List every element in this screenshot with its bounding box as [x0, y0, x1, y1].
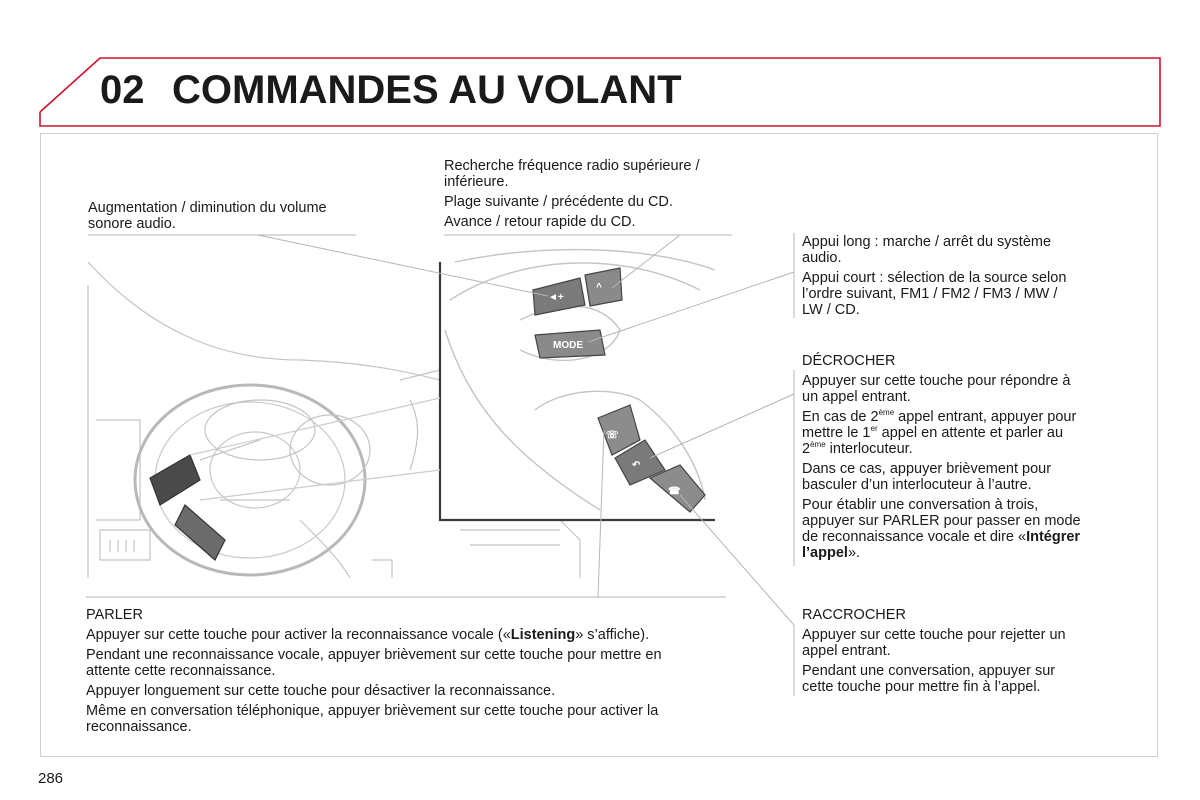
svg-text:☏: ☏	[606, 430, 619, 441]
decrocher-text-3b: basculer d’un interlocuteur à l’autre.	[802, 477, 1032, 493]
raccrocher-callout	[802, 607, 1122, 699]
radio-text-3: Avance / retour rapide du CD.	[444, 214, 636, 230]
svg-text:^: ^	[596, 282, 602, 293]
page-title: COMMANDES AU VOLANT	[172, 68, 682, 112]
radio-text-1b: inférieure.	[444, 174, 509, 190]
parler-text-3: Appuyer longuement sur cette touche pour désactiver la reconnaissance.	[86, 683, 556, 699]
parler-heading: PARLER	[86, 607, 143, 623]
raccrocher-text-1b: appel entrant.	[802, 643, 891, 659]
parler-text-2a: Pendant une reconnaissance vocale, appuyer brièvement sur cette touche pour mettre en	[86, 647, 662, 663]
parler-text-4b: reconnaissance.	[86, 719, 192, 735]
volume-callout	[88, 200, 358, 232]
source-text-2c: LW / CD.	[802, 302, 860, 318]
source-text-1b: audio.	[802, 250, 842, 266]
radio-text-1a: Recherche fréquence radio supérieure /	[444, 158, 700, 174]
volume-text-line1: Augmentation / diminution du volume	[88, 200, 327, 216]
page-number: 286	[38, 770, 64, 787]
raccrocher-heading: RACCROCHER	[802, 607, 906, 623]
radio-callout	[444, 158, 744, 234]
decrocher-text-4: Pour établir une conversation à trois, appuyer sur PARLER pour passer en mode de reconnaissance vocale et dire «Intégrer l’appel».	[802, 497, 1081, 561]
parler-text-4a: Même en conversation téléphonique, appuyer brièvement sur cette touche pour activer la	[86, 703, 659, 719]
decrocher-text-1a: Appuyer sur cette touche pour répondre à	[802, 373, 1071, 389]
source-text-2b: l’ordre suivant, FM1 / FM2 / FM3 / MW /	[802, 286, 1058, 302]
radio-text-2: Plage suivante / précédente du CD.	[444, 194, 673, 210]
parler-callout	[86, 607, 746, 739]
decrocher-heading: DÉCROCHER	[802, 353, 896, 369]
parler-text-2b: attente cette reconnaissance.	[86, 663, 276, 679]
parler-text-1: Appuyer sur cette touche pour activer la reconnaissance vocale («Listening» s’affiche).	[86, 627, 650, 643]
decrocher-text-3a: Dans ce cas, appuyer brièvement pour	[802, 461, 1052, 477]
decrocher-callout	[802, 353, 1132, 565]
volume-text-line2: sonore audio.	[88, 216, 176, 232]
raccrocher-text-1a: Appuyer sur cette touche pour rejetter un	[802, 627, 1066, 643]
source-callout	[802, 234, 1122, 322]
svg-text:☎: ☎	[668, 486, 681, 497]
source-text-1a: Appui long : marche / arrêt du système	[802, 234, 1052, 250]
svg-text:MODE: MODE	[553, 340, 583, 351]
svg-text:↶: ↶	[632, 460, 641, 471]
decrocher-text-2: En cas de 2ème appel entrant, appuyer pour mettre le 1er appel en attente et parler au 2ème interlocuteur.	[802, 408, 1077, 457]
source-text-2a: Appui court : sélection de la source selon	[802, 270, 1067, 286]
raccrocher-text-2a: Pendant une conversation, appuyer sur	[802, 663, 1056, 679]
chapter-number: 02	[100, 68, 145, 112]
raccrocher-text-2b: cette touche pour mettre fin à l’appel.	[802, 679, 1041, 695]
decrocher-text-1b: un appel entrant.	[802, 389, 911, 405]
svg-text:◄+: ◄+	[548, 292, 564, 303]
